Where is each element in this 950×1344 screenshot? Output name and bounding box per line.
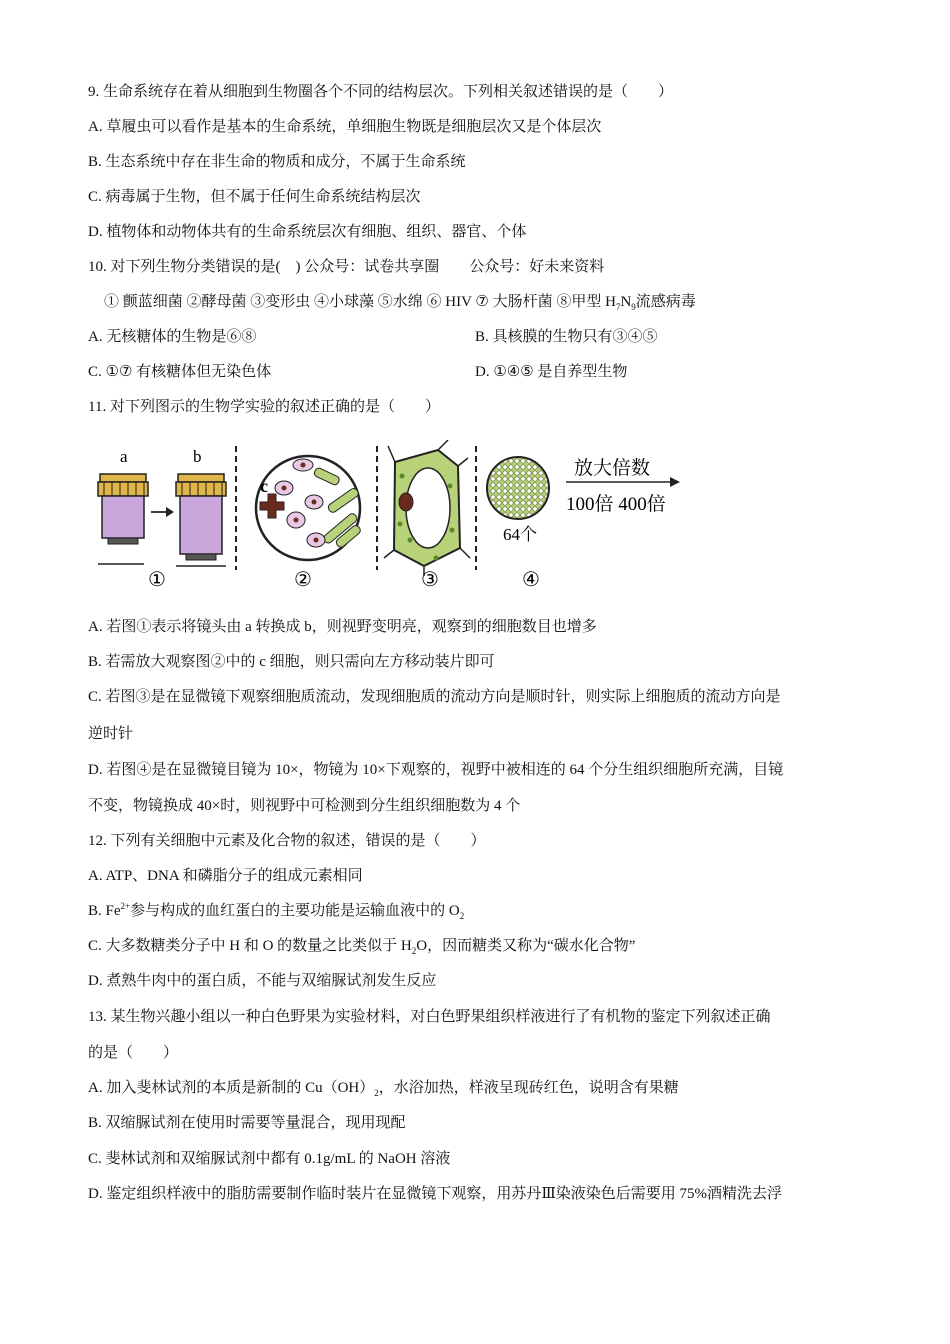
panel-3-plant-cell (384, 440, 470, 591)
magnification-title: 放大倍数 (574, 458, 651, 479)
label-c: c (260, 476, 268, 496)
q11-option-a: A. 若图①表示将镜头由 a 转换成 b，则视野变明亮，观察到的细胞数目也增多 (88, 619, 597, 635)
q9-option-c: C. 病毒属于生物，但不属于任何生命系统结构层次 (88, 189, 421, 205)
q13-option-b: B. 双缩脲试剂在使用时需要等量混合，现用现配 (88, 1115, 406, 1131)
q13-stem-line1: 13. 某生物兴趣小组以一种白色野果为实验材料，对白色野果组织样液进行了有机物的鉴定下列叙述正确 (88, 1009, 771, 1025)
q9-option-d: D. 植物体和动物体共有的生命系统层次有细胞、组织、器官、个体 (88, 224, 527, 240)
q10-option-b: B. 具核膜的生物只有③④⑤ (475, 329, 658, 345)
q10-option-a: A. 无核糖体的生物是⑥⑧ (88, 329, 257, 345)
q12-option-d: D. 煮熟牛肉中的蛋白质，不能与双缩脲试剂发生反应 (88, 973, 437, 989)
q10-organism-list: ① 颤蓝细菌 ②酵母菌 ③变形虫 ④小球藻 ⑤水绵 ⑥ HIV ⑦ 大肠杆菌 ⑧甲型 $H_7N_9$流感病毒 (104, 294, 696, 312)
q13-option-a: A. 加入斐林试剂的本质是新制的 $Cu(OH)_2$，水浴加热，样液呈现砖红色，说明含有果糖 (88, 1080, 679, 1098)
microscope-figure (88, 440, 688, 600)
q11-option-c-line2: 逆时针 (88, 726, 134, 742)
panel-number-2: ② (294, 569, 312, 591)
panel-number-3: ③ (421, 569, 439, 591)
label-a: a (120, 447, 128, 466)
q11-option-d-line1: D. 若图④是在显微镜目镜为 10×，物镜为 10×下观察的，视野中被相连的 64 个分生组织细胞所充满，目镜 (88, 762, 784, 778)
panel-1-lenses (98, 447, 226, 591)
q11-option-b: B. 若需放大观察图②中的 c 细胞，则只需向左方移动装片即可 (88, 654, 495, 670)
q13-option-d: D. 鉴定组织样液中的脂肪需要制作临时装片在显微镜下观察，用苏丹Ⅲ染液染色后需要用 75%酒精洗去浮 (88, 1186, 783, 1202)
q9-option-b: B. 生态系统中存在非生命的物质和成分，不属于生命系统 (88, 154, 466, 170)
q10-option-d: D. ①④⑤ 是自养型生物 (475, 364, 628, 380)
q12-option-b: B. $Fe^{2+}$参与构成的血红蛋白的主要功能是运输血液中的 $O_2$ (88, 901, 465, 921)
panel-number-4: ④ (522, 569, 540, 591)
q12-stem: 12. 下列有关细胞中元素及化合物的叙述，错误的是（ ） (88, 833, 486, 849)
q10-stem: 10. 对下列生物分类错误的是( ) 公众号：试卷共享圈 公众号：好未来资料 (88, 259, 605, 275)
q11-option-d-line2: 不变，物镜换成 40×时，则视野中可检测到分生组织细胞数为 4 个 (88, 798, 521, 814)
q11-option-c-line1: C. 若图③是在显微镜下观察细胞质流动，发现细胞质的流动方向是顺时针，则实际上细胞质的流动方向是 (88, 689, 781, 705)
panel-4-meristem (487, 457, 680, 591)
panel-number-1: ① (148, 569, 166, 591)
q9-option-a: A. 草履虫可以看作是基本的生命系统，单细胞生物既是细胞层次又是个体层次 (88, 119, 602, 135)
q13-stem-line2: 的是（ ） (88, 1045, 179, 1061)
q12-option-c: C. 大多数糖类分子中 H 和 O 的数量之比类似于 $H_2O$，因而糖类又称为“碳水化合物” (88, 938, 636, 956)
q13-option-c: C. 斐林试剂和双缩脲试剂中都有 0.1g/mL 的 NaOH 溶液 (88, 1151, 451, 1167)
q9-stem: 9. 生命系统存在着从细胞到生物圈各个不同的结构层次。下列相关叙述错误的是（ ） (88, 84, 674, 100)
q10-option-c: C. ①⑦ 有核糖体但无染色体 (88, 364, 272, 380)
q12-option-a: A. ATP、DNA 和磷脂分子的组成元素相同 (88, 868, 363, 884)
cell-count-label: 64个 (503, 525, 537, 544)
panel-2-field (256, 456, 362, 591)
magnification-values: 100倍 400倍 (566, 494, 666, 515)
q11-stem: 11. 对下列图示的生物学实验的叙述正确的是（ ） (88, 399, 440, 415)
label-b: b (193, 447, 202, 466)
